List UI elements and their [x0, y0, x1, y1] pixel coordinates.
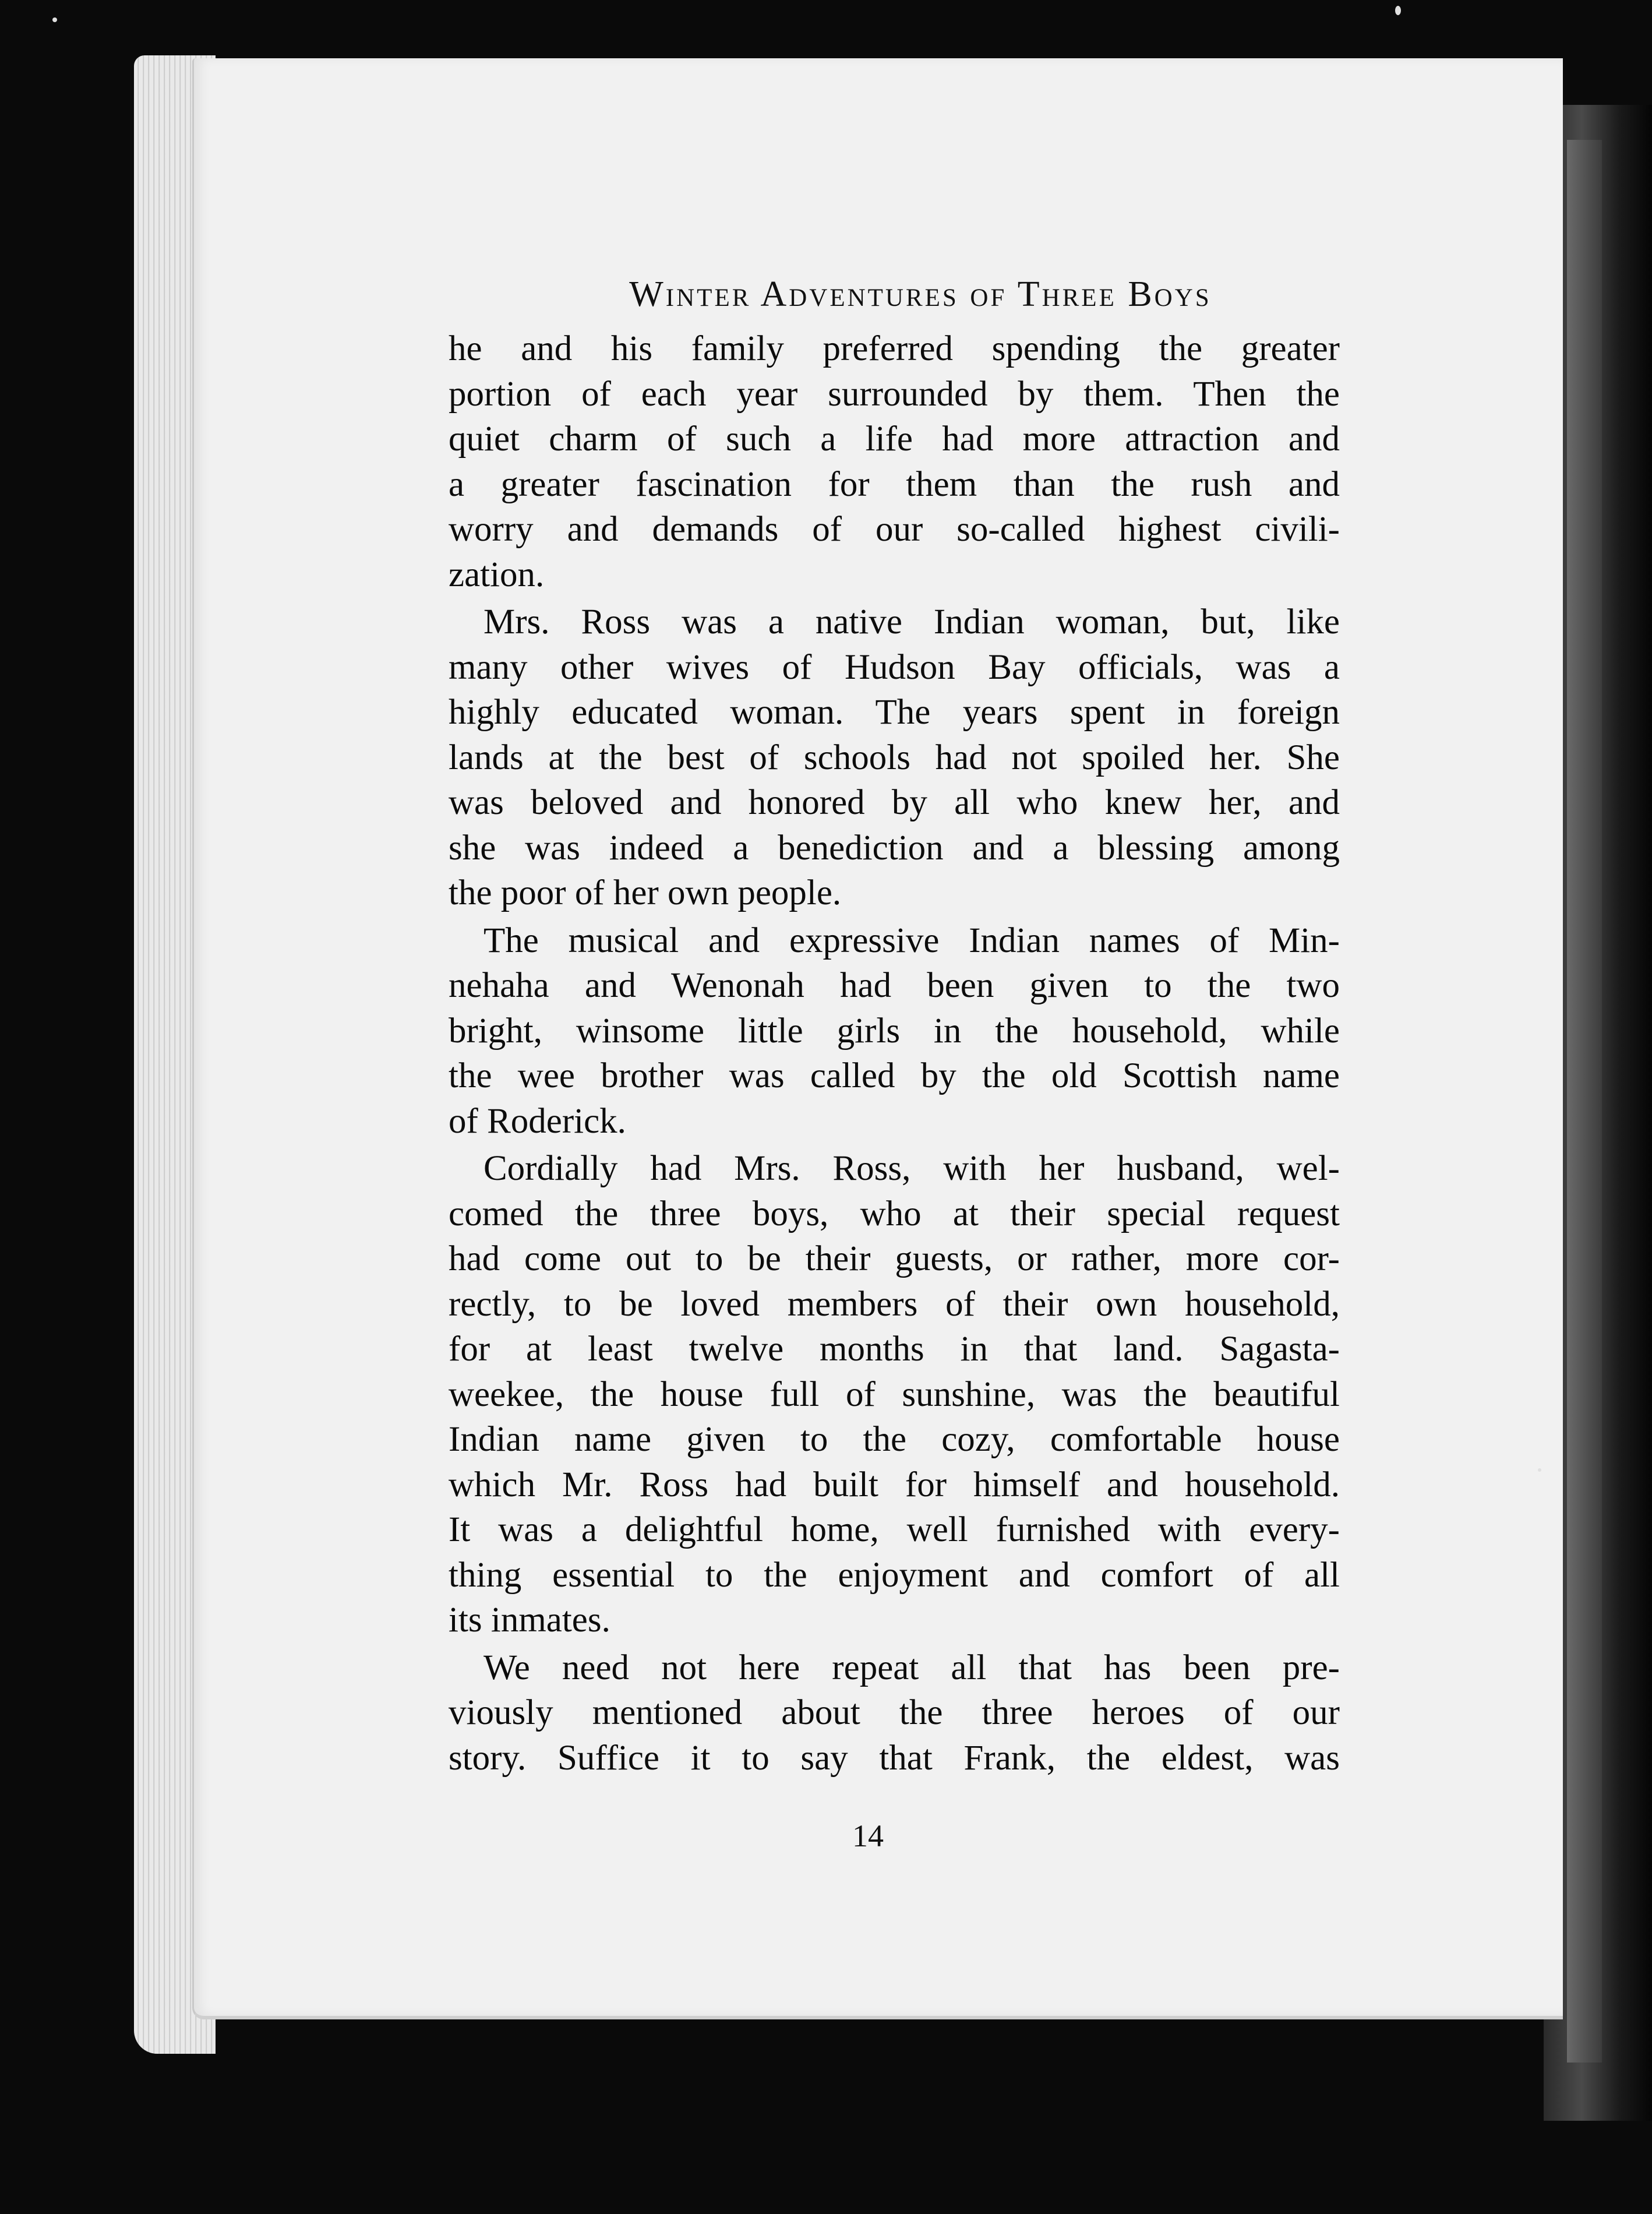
book-edge-sheet: [1567, 140, 1602, 2063]
text-line: rectly, to be loved members of their own household,: [449, 1284, 1340, 1324]
text-line: Indian name given to the cozy, comfortable house: [449, 1420, 1340, 1459]
scan-speck: [1395, 6, 1401, 15]
text-line: he and his family preferred spending the greater: [449, 329, 1340, 368]
text-line: story. Suffice it to say that Frank, the eldest, was: [449, 1738, 1340, 1778]
text-line: It was a delightful home, well furnished with every-: [449, 1510, 1340, 1549]
text-line: worry and demands of our so-called highest civili-: [449, 510, 1340, 549]
text-line: bright, winsome little girls in the household, while: [449, 1011, 1340, 1050]
text-line: nehaha and Wenonah had been given to the two: [449, 966, 1340, 1005]
scan-speck: [1538, 1468, 1541, 1472]
text-line: a greater fascination for them than the rush and: [449, 464, 1340, 504]
text-line: its inmates.: [449, 1600, 610, 1640]
paragraph: [449, 326, 1340, 597]
text-line: quiet charm of such a life had more attraction and: [449, 419, 1340, 459]
text-line: zation.: [449, 555, 545, 594]
body-text: [449, 326, 1340, 1783]
text-line: portion of each year surrounded by them. Then the: [449, 374, 1340, 414]
text-line: comed the three boys, who at their special request: [449, 1194, 1340, 1233]
text-line: Mrs. Ross was a native Indian woman, but, like: [483, 602, 1340, 641]
text-line: weekee, the house full of sunshine, was the beautiful: [449, 1374, 1340, 1414]
text-line: of Roderick.: [449, 1101, 626, 1141]
text-line: viously mentioned about the three heroes of our: [449, 1693, 1340, 1732]
text-line: had come out to be their guests, or rather, more cor-: [449, 1239, 1340, 1278]
scan-speck: [52, 17, 57, 22]
text-line: the poor of her own people.: [449, 873, 842, 912]
text-line: which Mr. Ross had built for himself and household.: [449, 1465, 1340, 1504]
text-line: The musical and expressive Indian names of Min-: [483, 921, 1340, 960]
paragraph: [449, 918, 1340, 1144]
paragraph: [449, 1645, 1340, 1781]
text-line: thing essential to the enjoyment and comfort of all: [449, 1555, 1340, 1595]
text-line: was beloved and honored by all who knew her, and: [449, 783, 1340, 822]
paragraph: [449, 1146, 1340, 1643]
running-head: Winter Adventures of Three Boys: [629, 274, 1212, 314]
paragraph: [449, 600, 1340, 916]
text-line: lands at the best of schools had not spoiled her. She: [449, 738, 1340, 777]
page-number: 14: [852, 1818, 884, 1853]
text-line: the wee brother was called by the old Scottish name: [449, 1056, 1340, 1095]
text-line: she was indeed a benediction and a blessing among: [449, 828, 1340, 868]
text-line: highly educated woman. The years spent in foreign: [449, 693, 1340, 732]
text-line: for at least twelve months in that land. Sagasta-: [449, 1330, 1340, 1369]
text-line: We need not here repeat all that has been pre-: [483, 1648, 1340, 1687]
text-line: many other wives of Hudson Bay officials, was a: [449, 647, 1340, 687]
text-line: Cordially had Mrs. Ross, with her husband, wel-: [483, 1149, 1340, 1188]
